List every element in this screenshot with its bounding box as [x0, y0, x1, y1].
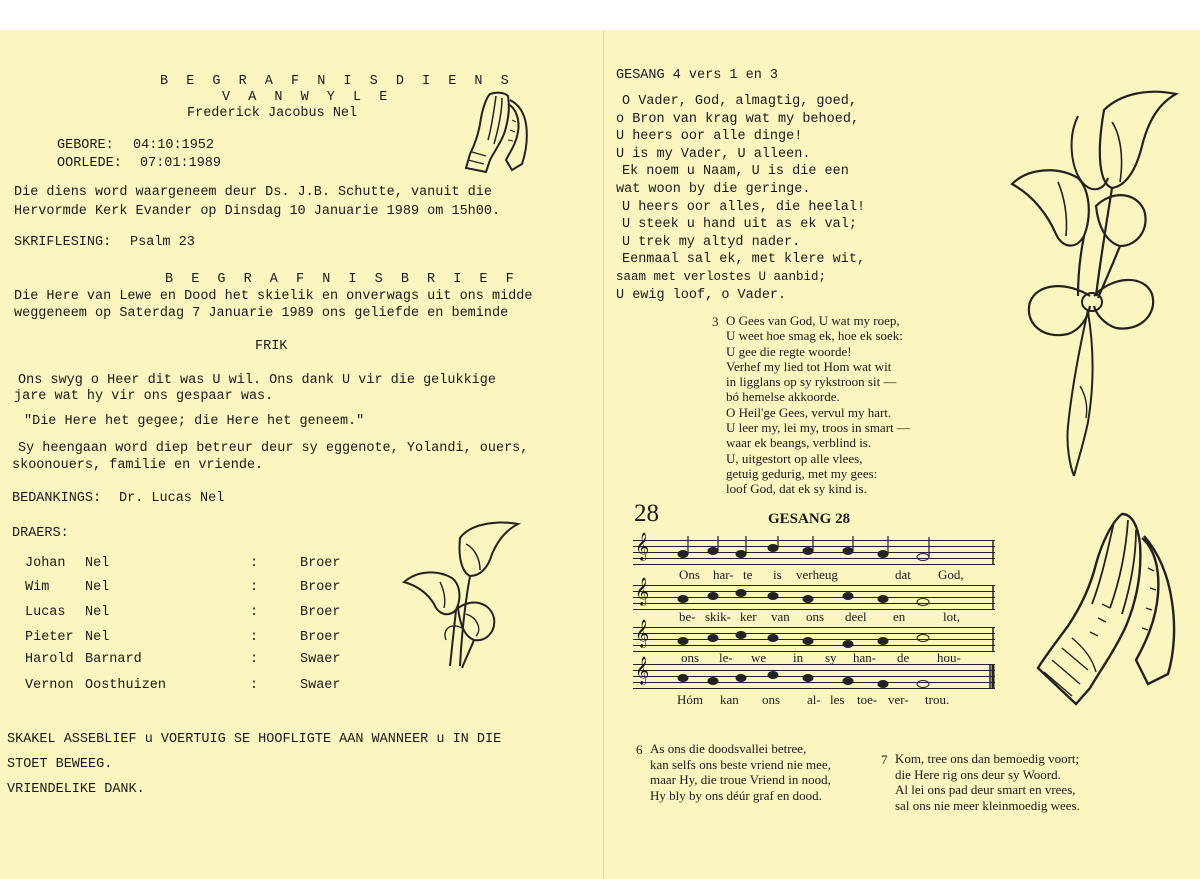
verse7 [895, 751, 1080, 813]
notice-line1: SKAKEL ASSEBLIEF u VOERTUIG SE HOOFLIGTE AAN WANNEER u IN DIE [7, 732, 502, 747]
bearer-relation: Broer [300, 605, 341, 620]
notice-line2: STOET BEWEEG. [7, 757, 113, 772]
heading-line1: B E G R A F N I S D I E N S [160, 74, 514, 89]
verse-line: Eenmaal sal ek, met klere wit, [622, 252, 866, 268]
verse-line: wat woon by die geringe. [616, 181, 811, 197]
treble-clef-icon: 𝄞 [635, 579, 650, 605]
born-date: 04:10:1952 [133, 138, 215, 153]
thanks-label: BEDANKINGS: [12, 491, 102, 506]
verse-line: U heers oor alle dinge! [616, 129, 803, 145]
praying-hands-large-icon [1032, 508, 1176, 708]
died-date: 07:01:1989 [140, 156, 222, 171]
bearer-sep: : [250, 678, 259, 693]
service-line2: Hervormde Kerk Evander op Dinsdag 10 Januarie 1989 om 15h00. [14, 204, 501, 219]
lyric-syllable: han- [853, 650, 877, 665]
thanks-value: Dr. Lucas Nel [119, 491, 225, 506]
reading-value: Psalm 23 [130, 235, 195, 250]
verse-line: As ons die doodsvallei betree, [650, 741, 807, 756]
verse-line: U ewig loof, o Vader. [616, 287, 787, 303]
nickname: FRIK [255, 339, 288, 354]
lyric-syllable: ver- [888, 692, 909, 707]
verse-line: O Vader, God, almagtig, goed, [622, 94, 857, 109]
bearer-relation: Broer [300, 580, 341, 595]
lyric-syllable: sy [825, 650, 837, 665]
bearer-relation: Broer [300, 556, 341, 571]
lyric-syllable: les [830, 692, 845, 707]
verse-line: waar ek beangs, verblind is. [726, 435, 872, 451]
lyric-syllable: hou- [937, 650, 961, 665]
lyric-syllable: ker [740, 609, 757, 624]
lyric-syllable: te [743, 567, 753, 582]
heading-line2: V A N W Y L E [222, 90, 393, 105]
bearer-first: Lucas [25, 605, 66, 620]
hymn1-title: GESANG 4 vers 1 en 3 [616, 68, 779, 83]
lyric-syllable: verheug [796, 567, 838, 582]
verse-line: U heers oor alles, die heelal! [622, 199, 866, 215]
bearers-label: DRAERS: [12, 526, 69, 541]
bearer-relation: Swaer [300, 652, 341, 667]
bearer-row [25, 652, 365, 672]
para1-line2: jare wat hy vir ons gespaar was. [14, 389, 274, 404]
bearer-first: Wim [25, 580, 50, 595]
bearer-first: Johan [25, 556, 66, 571]
verse-line: loof God, dat ek sy kind is. [726, 481, 867, 497]
lyric-syllable: God, [938, 567, 964, 582]
verse6-number: 6 [636, 742, 643, 757]
lyric-syllable: lot, [943, 609, 960, 624]
bearer-last: Nel [85, 580, 110, 595]
lily-ribbon-icon [1008, 86, 1188, 480]
lyric-syllable: skik- [705, 609, 731, 624]
bearer-first: Harold [25, 652, 74, 667]
lyric-syllable: Hóm [677, 692, 703, 707]
verse-line: Verhef my lied tot Hom wat wit [726, 358, 892, 374]
praying-hands-icon [460, 90, 532, 176]
para1-line1: Ons swyg o Heer dit was U wil. Ons dank U vir die gelukkige [18, 373, 496, 388]
bearer-sep: : [250, 605, 259, 620]
verse-line: die Here rig ons deur sy Woord. [895, 766, 1061, 782]
lyric-syllable: dat [895, 567, 911, 582]
hymn1-verse1 [616, 93, 865, 304]
bearer-row [25, 630, 365, 650]
lyric-syllable: deel [845, 609, 867, 624]
hymn2-number: 28 [634, 500, 659, 527]
lyric-syllable: we [751, 650, 767, 665]
bearer-sep: : [250, 580, 259, 595]
verse-line: U steek u hand uit as ek val; [622, 217, 857, 233]
para2-line1: Sy heengaan word diep betreur deur sy eggenote, Yolandi, ouers, [18, 441, 529, 456]
lyric-syllable: ons [806, 609, 825, 624]
verse-line: maar Hy, die troue Vriend in nood, [650, 772, 831, 787]
bearer-relation: Broer [300, 630, 341, 645]
lyric-syllable: en [893, 609, 906, 624]
lyric-syllable: kan [720, 692, 739, 707]
verse-line: U trek my altyd nader. [622, 234, 801, 250]
verse-line: O Heil'ge Gees, vervul my hart. [726, 404, 892, 420]
hymn1-verse3-number: 3 [712, 314, 719, 329]
bearer-first: Vernon [25, 678, 74, 693]
verse-line: kan selfs ons beste vriend nie mee, [650, 756, 831, 772]
treble-clef-icon: 𝄞 [635, 658, 650, 684]
bearer-relation: Swaer [300, 678, 341, 693]
verse6 [650, 741, 831, 803]
died-label: OORLEDE: [57, 156, 122, 171]
verse-line: O Gees van God, U wat my roep, [726, 313, 900, 328]
verse-line: o Bron van krag wat my behoed, [616, 111, 860, 127]
born-label: GEBORE: [57, 138, 114, 153]
lyric-syllable: de [897, 650, 910, 665]
bearer-last: Oosthuizen [85, 678, 167, 693]
verse-line: saam met verlostes U aanbid; [616, 269, 827, 284]
deceased-name: Frederick Jacobus Nel [187, 106, 358, 121]
verse-line: U gee die regte woorde! [726, 343, 852, 359]
verse-line: bó hemelse akkoorde. [726, 389, 840, 405]
lyric-syllable: in [793, 650, 804, 665]
letter-line1: Die Here van Lewe en Dood het skielik en onverwags uit ons midde [14, 289, 533, 304]
verse-line: sal ons nie meer kleinmoedig wees. [895, 797, 1080, 813]
letter-line2: weggeneem op Saterdag 7 Januarie 1989 ons geliefde en beminde [14, 306, 509, 321]
verse-line: U weet hoe smag ek, hoe ek soek: [726, 328, 903, 344]
verse-line: U is my Vader, U alleen. [616, 146, 811, 162]
lyric-syllable: van [771, 609, 790, 624]
lyric-syllable: le- [719, 650, 733, 665]
lyric-syllable: ons [762, 692, 781, 707]
bearer-last: Nel [85, 630, 110, 645]
quote: "Die Here het gegee; die Here het geneem." [24, 414, 365, 429]
lyric-syllable: al- [807, 692, 821, 707]
hymn1-verse3 [726, 313, 910, 497]
bearer-sep: : [250, 630, 259, 645]
bearer-row [25, 605, 365, 625]
verse-line: getuig gedurig, met my gees: [726, 465, 878, 481]
bearer-row [25, 556, 365, 576]
lyric-syllable: be- [679, 609, 696, 624]
verse7-number: 7 [881, 752, 888, 767]
verse-line: U leer my, lei my, troos in smart — [726, 420, 910, 436]
bearer-sep: : [250, 556, 259, 571]
verse-line: Al lei ons pad deur smart en vrees, [895, 782, 1076, 797]
hymn2-title: GESANG 28 [768, 511, 851, 527]
treble-clef-icon: 𝄞 [635, 621, 650, 647]
letter-heading: B E G R A F N I S B R I E F [165, 272, 519, 287]
verse-line: Kom, tree ons dan bemoedig voort; [895, 751, 1080, 766]
bearer-row [25, 580, 365, 600]
verse-line: in ligglans op sy rykstroon sit — [726, 374, 897, 390]
para2-line2: skoonouers, familie en vriende. [12, 458, 264, 473]
lyric-syllable: ons [681, 650, 700, 665]
lyric-syllable: trou. [925, 692, 950, 707]
lyric-syllable: is [773, 567, 782, 582]
verse-line: Ek noem u Naam, U is die een [622, 164, 849, 180]
bearer-last: Nel [85, 605, 110, 620]
bearer-row [25, 678, 365, 698]
bearer-last: Barnard [85, 652, 142, 667]
treble-clef-icon: 𝄞 [635, 534, 650, 560]
lily-flowers-icon [400, 518, 525, 670]
lyric-syllable: toe- [857, 692, 878, 707]
lyric-syllable: Ons [679, 567, 700, 582]
notice-line3: VRIENDELIKE DANK. [7, 782, 145, 797]
verse-line: U, uitgestort op alle vlees, [726, 450, 863, 466]
bearer-sep: : [250, 652, 259, 667]
bearer-last: Nel [85, 556, 110, 571]
service-line1: Die diens word waargeneem deur Ds. J.B. Schutte, vanuit die [14, 185, 492, 200]
verse-line: Hy bly by ons déúr graf en dood. [650, 787, 822, 803]
reading-label: SKRIFLESING: [14, 235, 112, 250]
bearer-first: Pieter [25, 630, 74, 645]
lyric-syllable: har- [713, 567, 734, 582]
